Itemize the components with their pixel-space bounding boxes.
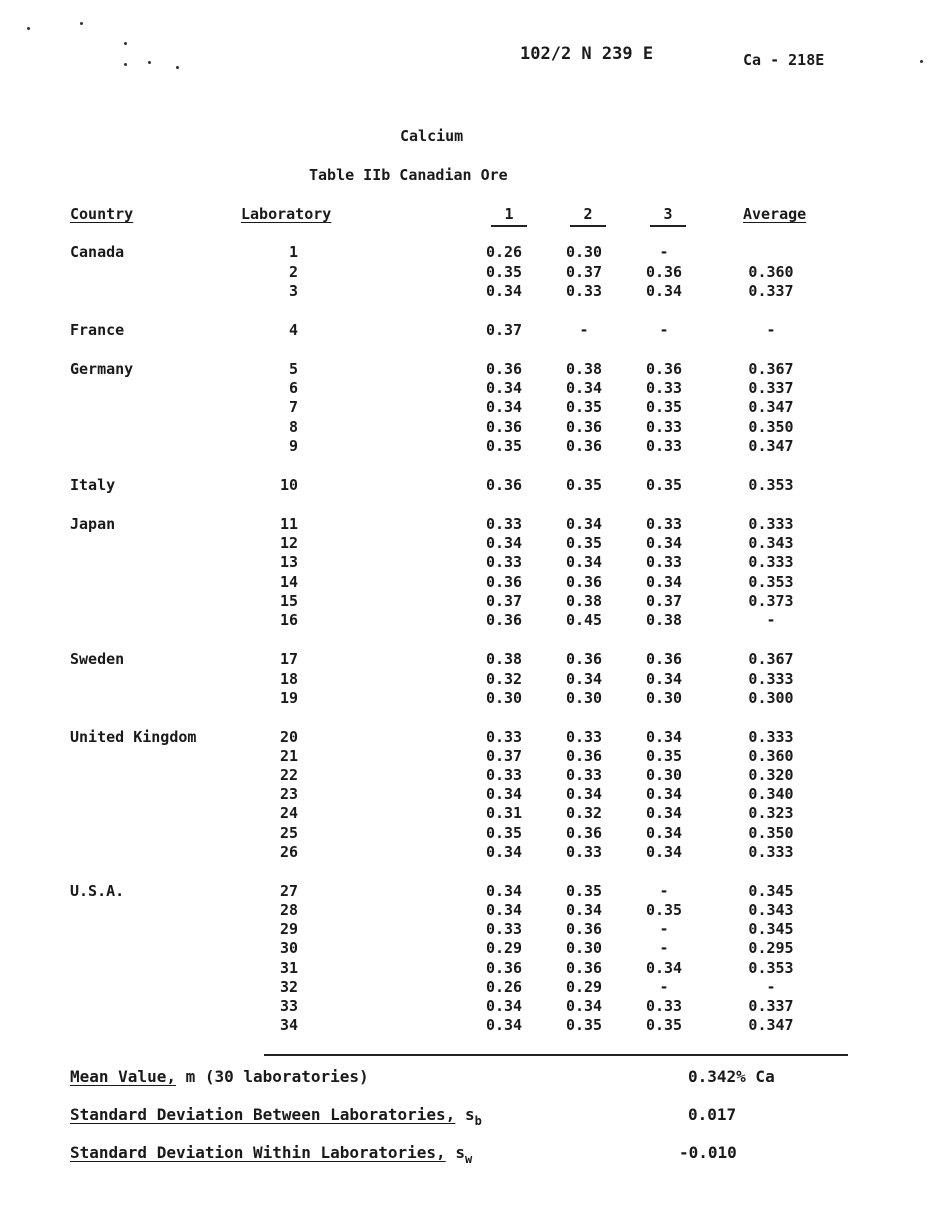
sd-between-subscript: b [474,1114,482,1128]
sd-within-label: Standard Deviation Within Laboratories, [70,1143,446,1162]
value-1-cell: 0.36 [485,418,523,436]
mean-value-row [70,1067,369,1086]
value-3-cell: 0.33 [645,418,683,436]
average-cell: 0.333 [748,515,794,533]
value-2-cell: 0.35 [565,476,603,494]
average-cell: 0.350 [748,418,794,436]
average-cell: 0.333 [748,843,794,861]
average-cell: 0.295 [748,939,794,957]
average-cell: 0.337 [748,379,794,397]
laboratory-cell: 10 [279,476,298,494]
average-cell: 0.333 [748,553,794,571]
average-cell: 0.300 [748,689,794,707]
laboratory-cell: 24 [279,804,298,822]
value-1-cell: 0.34 [485,398,523,416]
sd-within-value: -0.010 [679,1143,737,1162]
value-2-cell: 0.36 [565,437,603,455]
value-1-cell: 0.34 [485,785,523,803]
value-2-cell: 0.30 [565,939,603,957]
value-2-cell: 0.37 [565,263,603,281]
value-3-cell: 0.34 [645,573,683,591]
column-header-3: 3 [650,205,686,227]
value-1-cell: 0.37 [485,321,523,339]
value-2-cell: 0.36 [565,650,603,668]
average-cell: 0.340 [748,785,794,803]
value-2-cell: 0.33 [565,766,603,784]
value-1-cell: 0.33 [485,766,523,784]
value-2-cell: - [579,321,589,339]
value-1-cell: 0.33 [485,515,523,533]
value-1-cell: 0.30 [485,689,523,707]
value-3-cell: 0.36 [645,650,683,668]
laboratory-cell: 5 [288,360,298,378]
sd-between-symbol: s [455,1105,475,1124]
laboratory-cell: 31 [279,959,298,977]
average-cell: 0.347 [748,1016,794,1034]
value-3-cell: 0.33 [645,553,683,571]
value-2-cell: 0.45 [565,611,603,629]
value-2-cell: 0.29 [565,978,603,996]
value-1-cell: 0.26 [485,243,523,261]
value-2-cell: 0.36 [565,573,603,591]
value-3-cell: 0.35 [645,747,683,765]
column-header-1: 1 [491,205,527,227]
value-2-cell: 0.36 [565,747,603,765]
laboratory-cell: 16 [279,611,298,629]
value-1-cell: 0.35 [485,437,523,455]
average-cell: 0.367 [748,360,794,378]
value-1-cell: 0.36 [485,360,523,378]
average-cell: 0.373 [748,592,794,610]
average-cell: 0.360 [748,747,794,765]
country-cell: U.S.A. [70,882,125,900]
average-cell: - [766,321,776,339]
column-header-average: Average [743,205,807,223]
value-1-cell: 0.34 [485,379,523,397]
average-cell: 0.343 [748,534,794,552]
value-1-cell: 0.34 [485,882,523,900]
value-2-cell: 0.34 [565,515,603,533]
average-cell: 0.347 [748,437,794,455]
laboratory-cell: 25 [279,824,298,842]
value-3-cell: 0.34 [645,824,683,842]
value-2-cell: 0.36 [565,959,603,977]
laboratory-cell: 27 [279,882,298,900]
sd-between-label: Standard Deviation Between Laboratories, [70,1105,456,1124]
value-2-cell: 0.35 [565,398,603,416]
page-reference: Ca - 218E [743,51,825,69]
value-2-cell: 0.34 [565,670,603,688]
value-1-cell: 0.34 [485,997,523,1015]
value-3-cell: 0.37 [645,592,683,610]
value-1-cell: 0.37 [485,747,523,765]
average-cell: 0.360 [748,263,794,281]
laboratory-cell: 11 [279,515,298,533]
country-cell: Japan [70,515,116,533]
value-2-cell: 0.34 [565,901,603,919]
average-cell: - [766,978,776,996]
value-2-cell: 0.38 [565,360,603,378]
average-cell: 0.320 [748,766,794,784]
laboratory-cell: 9 [288,437,298,455]
average-cell: 0.333 [748,670,794,688]
value-1-cell: 0.34 [485,534,523,552]
scan-speck [124,63,127,66]
value-3-cell: 0.34 [645,804,683,822]
value-2-cell: 0.38 [565,592,603,610]
average-cell: 0.347 [748,398,794,416]
average-cell: - [766,611,776,629]
sd-between-value: 0.017 [688,1105,737,1124]
column-header-country: Country [70,205,134,223]
value-2-cell: 0.34 [565,553,603,571]
average-cell: 0.350 [748,824,794,842]
value-2-cell: 0.30 [565,243,603,261]
value-3-cell: 0.35 [645,398,683,416]
value-1-cell: 0.31 [485,804,523,822]
laboratory-cell: 14 [279,573,298,591]
value-3-cell: - [659,321,669,339]
scan-speck [176,66,179,69]
value-3-cell: 0.33 [645,515,683,533]
value-2-cell: 0.36 [565,920,603,938]
average-cell: 0.353 [748,959,794,977]
value-3-cell: 0.34 [645,959,683,977]
column-header-laboratory: Laboratory [241,205,332,223]
laboratory-cell: 15 [279,592,298,610]
average-cell: 0.333 [748,728,794,746]
value-1-cell: 0.33 [485,728,523,746]
laboratory-cell: 23 [279,785,298,803]
value-3-cell: 0.30 [645,689,683,707]
scan-speck [80,22,83,25]
scan-speck [124,42,127,45]
laboratory-cell: 6 [288,379,298,397]
country-cell: Germany [70,360,134,378]
laboratory-cell: 3 [288,282,298,300]
laboratory-cell: 32 [279,978,298,996]
value-1-cell: 0.29 [485,939,523,957]
value-2-cell: 0.33 [565,282,603,300]
value-1-cell: 0.36 [485,476,523,494]
value-1-cell: 0.34 [485,901,523,919]
scan-speck [148,61,151,64]
value-1-cell: 0.33 [485,553,523,571]
value-3-cell: 0.35 [645,901,683,919]
average-cell: 0.337 [748,282,794,300]
laboratory-cell: 17 [279,650,298,668]
page-title: Calcium [400,127,464,145]
column-header-2: 2 [570,205,606,227]
average-cell: 0.345 [748,920,794,938]
laboratory-cell: 2 [288,263,298,281]
country-cell: France [70,321,125,339]
average-cell: 0.343 [748,901,794,919]
laboratory-cell: 28 [279,901,298,919]
laboratory-cell: 1 [288,243,298,261]
value-2-cell: 0.34 [565,785,603,803]
laboratory-cell: 26 [279,843,298,861]
value-2-cell: 0.36 [565,418,603,436]
value-1-cell: 0.36 [485,611,523,629]
value-3-cell: 0.38 [645,611,683,629]
scan-speck [920,60,923,63]
value-2-cell: 0.35 [565,534,603,552]
value-3-cell: 0.34 [645,282,683,300]
sd-within-symbol: s [445,1143,465,1162]
country-cell: United Kingdom [70,728,197,746]
laboratory-cell: 33 [279,997,298,1015]
value-3-cell: 0.35 [645,1016,683,1034]
mean-value: 0.342% Ca [688,1067,775,1086]
value-3-cell: 0.34 [645,728,683,746]
scan-speck [27,27,30,30]
laboratory-cell: 4 [288,321,298,339]
value-1-cell: 0.35 [485,824,523,842]
sd-within-row [70,1143,472,1166]
country-cell: Italy [70,476,116,494]
value-3-cell: - [659,978,669,996]
value-3-cell: 0.35 [645,476,683,494]
laboratory-cell: 19 [279,689,298,707]
value-1-cell: 0.34 [485,282,523,300]
value-2-cell: 0.30 [565,689,603,707]
value-3-cell: 0.34 [645,785,683,803]
value-3-cell: 0.30 [645,766,683,784]
value-3-cell: - [659,939,669,957]
value-3-cell: - [659,882,669,900]
mean-value-label: Mean Value, [70,1067,176,1086]
average-cell: 0.367 [748,650,794,668]
sd-between-row [70,1105,482,1128]
value-1-cell: 0.33 [485,920,523,938]
value-3-cell: 0.33 [645,997,683,1015]
value-3-cell: - [659,920,669,938]
value-2-cell: 0.33 [565,728,603,746]
laboratory-cell: 34 [279,1016,298,1034]
laboratory-cell: 29 [279,920,298,938]
laboratory-cell: 7 [288,398,298,416]
value-3-cell: - [659,243,669,261]
value-1-cell: 0.26 [485,978,523,996]
value-2-cell: 0.32 [565,804,603,822]
laboratory-cell: 21 [279,747,298,765]
value-2-cell: 0.35 [565,1016,603,1034]
laboratory-cell: 30 [279,939,298,957]
laboratory-cell: 12 [279,534,298,552]
value-2-cell: 0.35 [565,882,603,900]
sd-within-subscript: w [464,1152,473,1166]
value-1-cell: 0.34 [485,1016,523,1034]
value-1-cell: 0.36 [485,573,523,591]
average-cell: 0.323 [748,804,794,822]
laboratory-cell: 18 [279,670,298,688]
value-2-cell: 0.34 [565,997,603,1015]
value-1-cell: 0.34 [485,843,523,861]
average-cell: 0.337 [748,997,794,1015]
country-cell: Sweden [70,650,125,668]
value-1-cell: 0.35 [485,263,523,281]
value-3-cell: 0.34 [645,670,683,688]
average-cell: 0.353 [748,476,794,494]
value-3-cell: 0.34 [645,534,683,552]
value-3-cell: 0.36 [645,263,683,281]
value-2-cell: 0.33 [565,843,603,861]
value-1-cell: 0.38 [485,650,523,668]
value-1-cell: 0.32 [485,670,523,688]
average-cell: 0.353 [748,573,794,591]
country-cell: Canada [70,243,125,261]
value-3-cell: 0.33 [645,437,683,455]
document-number: 102/2 N 239 E [520,44,654,64]
mean-value-suffix: m (30 laboratories) [175,1067,369,1086]
table-title: Table IIb Canadian Ore [309,166,508,184]
value-3-cell: 0.34 [645,843,683,861]
table-bottom-rule [264,1054,848,1056]
value-2-cell: 0.34 [565,379,603,397]
value-2-cell: 0.36 [565,824,603,842]
laboratory-cell: 13 [279,553,298,571]
value-1-cell: 0.37 [485,592,523,610]
laboratory-cell: 20 [279,728,298,746]
laboratory-cell: 8 [288,418,298,436]
average-cell: 0.345 [748,882,794,900]
value-1-cell: 0.36 [485,959,523,977]
value-3-cell: 0.33 [645,379,683,397]
laboratory-cell: 22 [279,766,298,784]
value-3-cell: 0.36 [645,360,683,378]
